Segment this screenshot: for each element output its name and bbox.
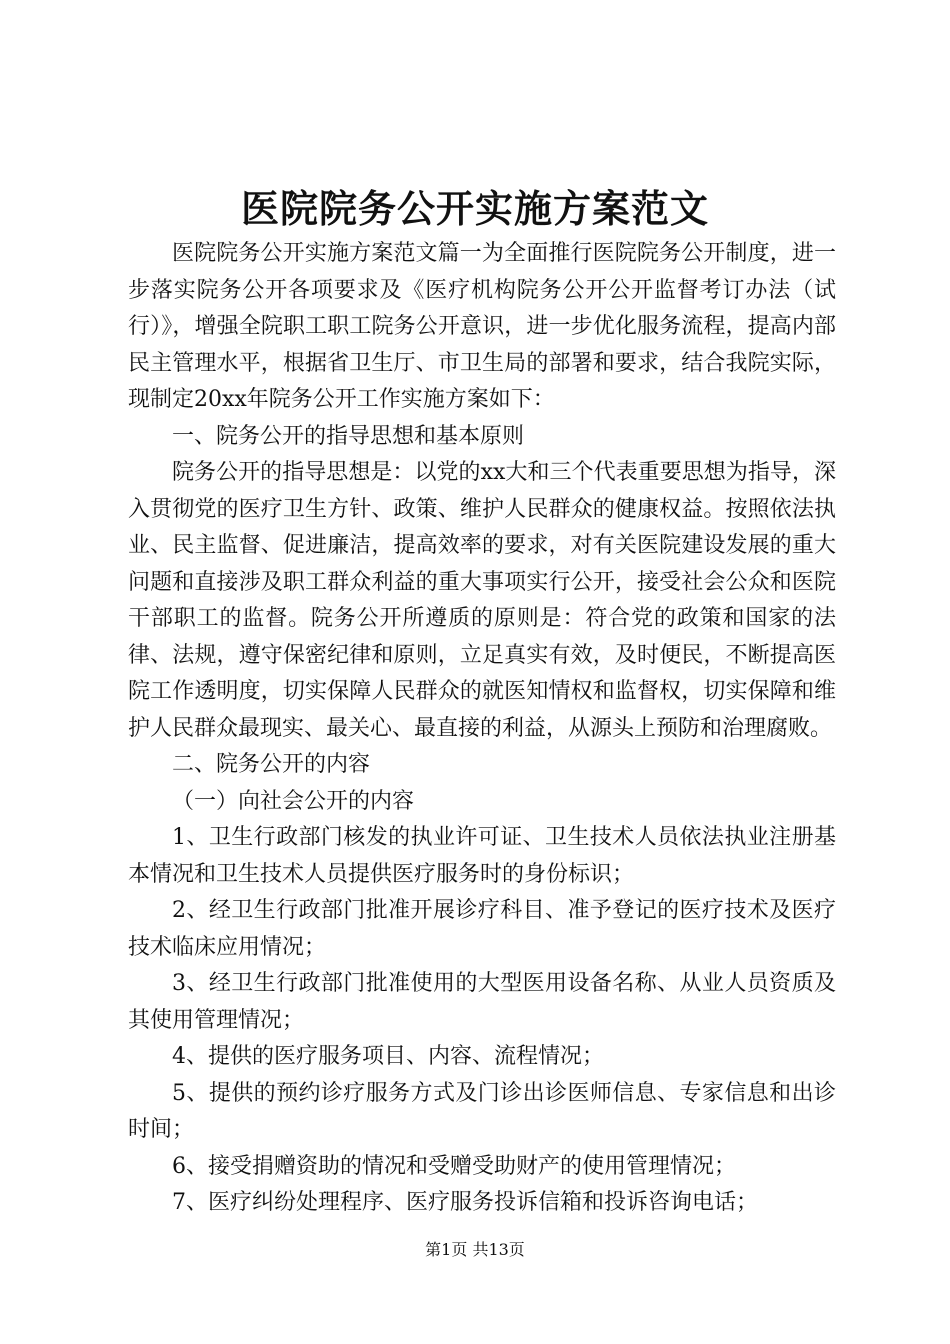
subsection-heading-1: （一）向社会公开的内容 (172, 788, 415, 814)
page-number-footer: 第1页 共13页 (425, 1240, 525, 1259)
document-body (128, 236, 836, 1222)
paragraph-intro: 医院院务公开实施方案范文篇一为全面推行医院院务公开制度，进一步落实院务公开各项要求及《医疗机构院务公开公开监督考订办法（试行）》，增强全院职工职工院务公开意识，进一步优化服务流程，提高内部民主管理水平，根据省卫生厅、市卫生局的部署和要求，结合我院实际，现制定20xx年院务公开工作实施方案如下： (128, 241, 836, 412)
section-heading-1: 一、院务公开的指导思想和基本原则 (172, 423, 525, 449)
list-item: 2、经卫生行政部门批准开展诊疗科目、准予登记的医疗技术及医疗技术临床应用情况； (128, 898, 836, 960)
section-heading-2: 二、院务公开的内容 (172, 752, 371, 777)
document-title: 医院院务公开实施方案范文 (240, 186, 709, 231)
list-item: 7、医疗纠纷处理程序、医疗服务投诉信箱和投诉咨询电话； (172, 1190, 758, 1215)
paragraph-guiding-principles: 院务公开的指导思想是：以党的xx大和三个代表重要思想为指导，深入贯彻党的医疗卫生方针、政策、维护人民群众的健康权益。按照依法执业、民主监督、促进廉洁，提高效率的要求，对有关医院建设发展的重大问题和直接涉及职工群众利益的重大事项实行公开，接受社会公众和医院干部职工的监督。院务公开所遵质的原则是：符合党的政策和国家的法律、法规，遵守保密纪律和原则，立足真实有效，及时便民，不断提高医院工作透明度，切实保障人民群众的就医知情权和监督权，切实保障和维护人民群众最现实、最关心、最直接的利益，从源头上预防和治理腐败。 (128, 460, 836, 741)
list-item: 4、提供的医疗服务项目、内容、流程情况； (172, 1044, 604, 1069)
list-item: 3、经卫生行政部门批准使用的大型医用设备名称、从业人员资质及其使用管理情况； (128, 971, 836, 1033)
list-item: 6、接受捐赠资助的情况和受赠受助财产的使用管理情况； (172, 1153, 736, 1179)
list-item: 5、提供的预约诊疗服务方式及门诊出诊医师信息、专家信息和出诊时间； (128, 1080, 836, 1142)
list-item: 1、卫生行政部门核发的执业许可证、卫生技术人员依法执业注册基本情况和卫生技术人员提供医疗服务时的身份标识； (128, 825, 836, 887)
